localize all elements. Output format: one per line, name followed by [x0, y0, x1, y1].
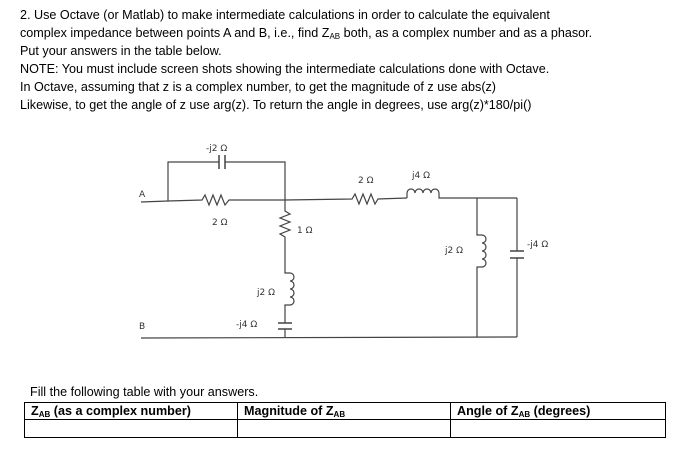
capacitor-top — [219, 155, 225, 169]
resistor-right — [285, 194, 407, 204]
cell-magnitude[interactable] — [238, 420, 451, 438]
inductor-top-right — [407, 189, 517, 198]
r-right-label: 2 Ω — [358, 176, 374, 186]
l-mid-label: j2 Ω — [257, 288, 275, 298]
node-b-label: B — [139, 322, 146, 332]
c-top-label: -j2 Ω — [206, 144, 228, 154]
line-2: complex impedance between points A and B, i.e., find $Z_{AB}$ both, as a complex number and as a phasor. — [20, 26, 593, 41]
r-mid-label: 1 Ω — [297, 226, 313, 236]
inductor-right — [477, 198, 486, 337]
line-4: NOTE: You must include screen shots showing the intermediate calculations done with Octave. — [20, 62, 550, 76]
table-row — [25, 420, 666, 438]
line-1: 2. Use Octave (or Matlab) to make intermediate calculations in order to calculate the equivalent — [20, 8, 550, 22]
node-a-label: A — [139, 190, 146, 200]
l-right-label: j2 Ω — [445, 246, 463, 256]
line-5: In Octave, assuming that z is a complex number, to get the magnitude of z use abs(z) — [20, 80, 497, 94]
middle-branch — [280, 200, 294, 338]
wire-a — [141, 201, 168, 202]
resistor-left — [168, 195, 285, 205]
c-right-label: -j4 Ω — [527, 240, 549, 250]
capacitor-mid — [278, 323, 292, 329]
fill-prompt: Fill the following table with your answers. — [30, 385, 259, 399]
capacitor-right — [510, 251, 524, 258]
l-top-right-label: j4 Ω — [412, 171, 430, 181]
header-complex: $Z_{AB}$ (as a complex number) — [25, 403, 238, 420]
cell-complex[interactable] — [25, 420, 238, 438]
wire-cap-top — [168, 162, 285, 201]
wire-b — [141, 337, 517, 338]
c-mid-label: -j4 Ω — [236, 320, 258, 330]
r-left-label: 2 Ω — [212, 218, 228, 228]
cell-angle[interactable] — [451, 420, 666, 438]
header-angle: Angle of $Z_{AB}$ (degrees) — [451, 403, 666, 420]
table-header-row — [25, 403, 666, 420]
answer-table — [24, 402, 666, 438]
line-3: Put your answers in the table below. — [20, 44, 222, 58]
line-6: Likewise, to get the angle of z use arg(z). To return the angle in degrees, use arg(z)*180/pi() — [20, 98, 532, 112]
header-magnitude: Magnitude of $Z_{AB}$ — [238, 403, 451, 420]
